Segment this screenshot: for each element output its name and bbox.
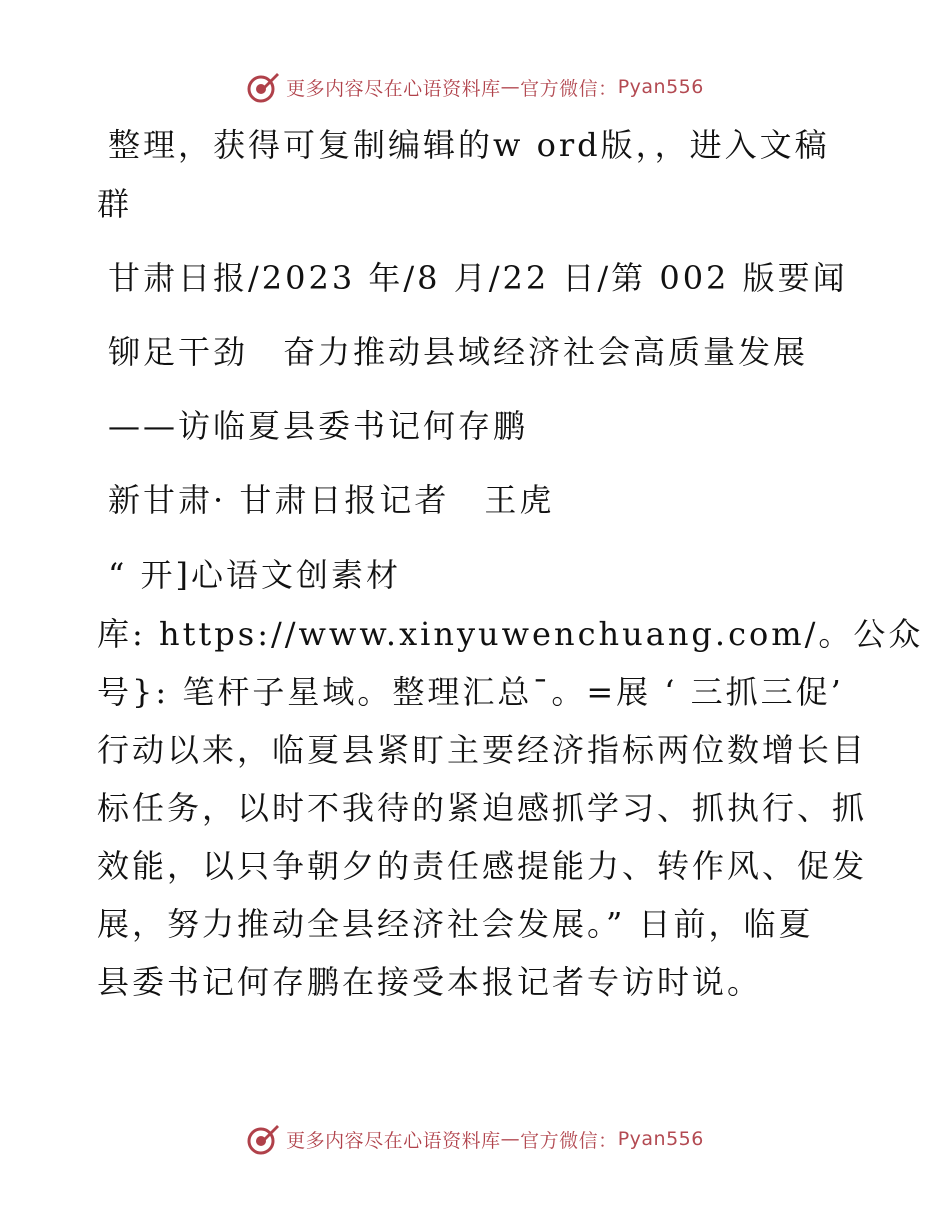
doc-line-intro-cont: 群 <box>97 185 133 223</box>
doc-byline: 新甘肃· 甘肃日报记者 王虎 <box>108 481 555 519</box>
doc-paragraph-line: 效能，以只争朝夕的责任感提能力、转作风、促发 <box>97 847 868 885</box>
doc-line-intro: 整理，获得可复制编辑的w ord版，，进入文稿 <box>108 126 830 164</box>
banner-wechat-id: Pyan556 <box>617 1128 704 1150</box>
banner-official-text: 官方微信： <box>520 1129 618 1152</box>
banner-main-text: 更多内容尽在心语资料库 <box>286 1129 501 1152</box>
doc-paragraph-line: 县委书记何存鹏在接受本报记者专访时说。 <box>97 963 763 1001</box>
doc-paragraph-line: 展，努力推动全县经济社会发展。” 日前，临夏 <box>97 905 814 943</box>
doc-paragraph-line: 号}: 笔杆子星域。整理汇总¯。=展 ‘ 三抓三促’ <box>97 673 844 711</box>
doc-subheadline: ——访临夏县委书记何存鹏 <box>108 407 529 445</box>
footer-banner <box>0 1122 950 1156</box>
pen-logo-icon <box>246 1122 280 1156</box>
doc-paragraph-line: 标任务，以时不我待的紧迫感抓学习、抓执行、抓 <box>97 789 868 827</box>
header-banner <box>0 70 950 104</box>
doc-paragraph-line: “ 开]心语文创素材 <box>108 556 402 594</box>
pen-logo-icon <box>246 70 280 104</box>
banner-official-text: 官方微信： <box>520 77 618 100</box>
banner-main-text: 更多内容尽在心语资料库 <box>286 77 501 100</box>
doc-paragraph-line: 库: https://www.xinyuwenchuang.com/。公众 <box>97 615 924 653</box>
banner-wechat-id: Pyan556 <box>617 76 704 98</box>
banner-dash: — <box>500 1128 521 1150</box>
banner-dash: — <box>500 76 521 98</box>
doc-source-line: 甘肃日报/2023 年/8 月/22 日/第 002 版要闻 <box>108 259 848 297</box>
doc-paragraph-line: 行动以来，临夏县紧盯主要经济指标两位数增长目 <box>97 731 868 769</box>
doc-headline: 铆足干劲 奋力推动县域经济社会高质量发展 <box>108 333 809 371</box>
